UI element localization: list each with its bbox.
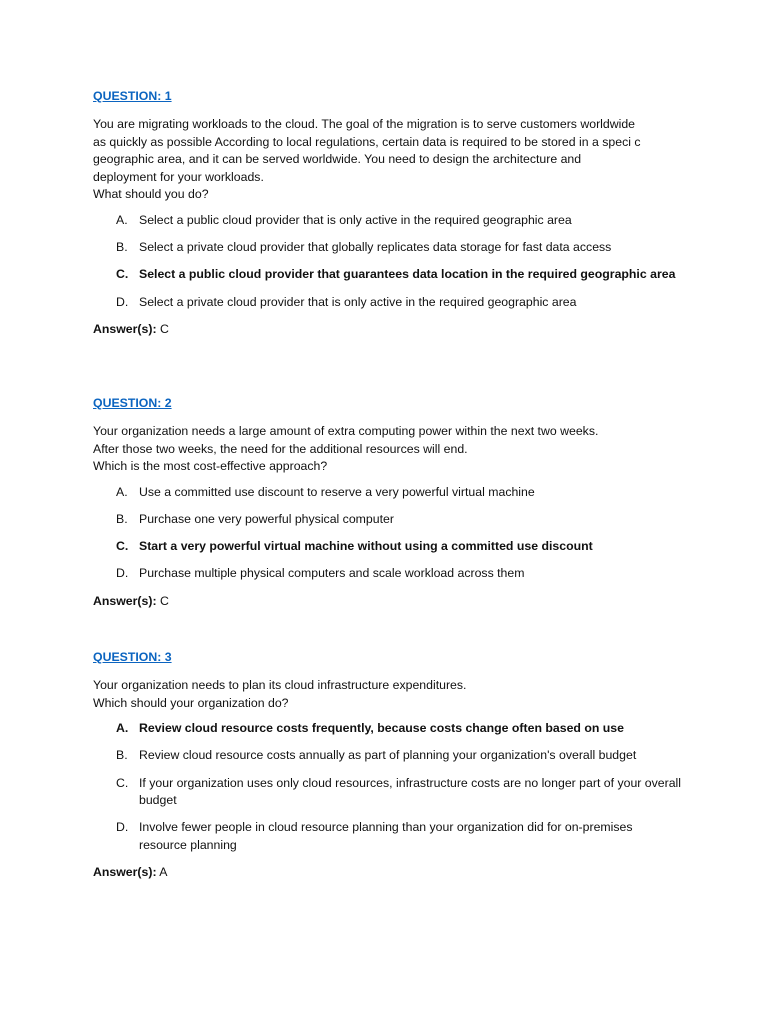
answer-line [93, 593, 683, 611]
question-text-line: as quickly as possible According to local regulations, certain data is required to be stored in a speci c [93, 134, 641, 149]
answer-label: Answer(s): [93, 593, 157, 608]
option-letter: D. [116, 820, 129, 835]
option-text: Involve fewer people in cloud resource planning than your organization did for on-premises resource planning [139, 820, 633, 852]
answer-line [93, 864, 683, 882]
question-title[interactable]: QUESTION: 2 [93, 396, 172, 410]
options-list [93, 484, 683, 583]
question-text-line: geographic area, and it can be served worldwide. You need to design the architecture and [93, 152, 582, 167]
question-text [93, 423, 683, 476]
option-b [93, 511, 683, 529]
question-1 [93, 88, 683, 338]
option-letter: A. [116, 484, 128, 499]
option-a [93, 720, 683, 738]
option-text: Purchase multiple physical computers and scale workload across them [139, 566, 525, 581]
option-letter: B. [116, 511, 128, 526]
question-text-line: Your organization needs a large amount of extra computing power within the next two weeks. [93, 424, 599, 438]
option-text: Review cloud resource costs frequently, because costs change often based on use [139, 721, 624, 736]
question-3 [93, 649, 683, 882]
question-text-line: Which is the most cost-effective approach? [93, 459, 328, 474]
option-d [93, 565, 683, 583]
option-letter: D. [116, 566, 129, 581]
option-d [93, 294, 683, 312]
question-2 [93, 395, 683, 610]
question-text-line: You are migrating workloads to the cloud. The goal of the migration is to serve customers worldwide [93, 117, 636, 131]
option-a [93, 484, 683, 502]
option-c [93, 775, 683, 810]
option-c [93, 266, 683, 284]
question-text [93, 677, 683, 712]
option-text: Select a private cloud provider that globally replicates data storage for fast data access [139, 240, 612, 255]
option-letter: A. [116, 212, 128, 227]
option-text: Use a committed use discount to reserve a very powerful virtual machine [139, 484, 535, 499]
answer-label: Answer(s): [93, 865, 157, 880]
option-text: Start a very powerful virtual machine without using a committed use discount [139, 539, 593, 554]
answer-value: C [159, 321, 169, 336]
option-letter: C. [116, 775, 129, 790]
option-letter: C. [116, 539, 129, 554]
question-text-line: deployment for your workloads. [93, 169, 264, 184]
option-c [93, 538, 683, 556]
answer-value: C [159, 593, 169, 608]
options-list [93, 212, 683, 311]
option-a [93, 212, 683, 230]
answer-line [93, 321, 683, 339]
question-title[interactable]: QUESTION: 3 [93, 650, 172, 664]
question-text [93, 116, 683, 204]
option-letter: B. [116, 240, 128, 255]
option-text: Select a public cloud provider that is only active in the required geographic area [139, 212, 572, 227]
option-b [93, 239, 683, 257]
option-b [93, 747, 683, 765]
answer-value: A [159, 865, 168, 880]
option-letter: B. [116, 748, 128, 763]
options-list [93, 720, 683, 854]
option-letter: C. [116, 267, 129, 282]
question-title[interactable]: QUESTION: 1 [93, 89, 172, 103]
option-text: Select a private cloud provider that is only active in the required geographic area [139, 294, 577, 309]
question-text-line: After those two weeks, the need for the additional resources will end. [93, 441, 468, 456]
option-letter: A. [116, 721, 129, 736]
option-text: Review cloud resource costs annually as part of planning your organization's overall budget [139, 748, 637, 763]
question-text-line: Which should your organization do? [93, 695, 289, 710]
option-letter: D. [116, 294, 129, 309]
option-text: Purchase one very powerful physical computer [139, 511, 394, 526]
question-text-line: What should you do? [93, 187, 209, 202]
option-text: Select a public cloud provider that guarantees data location in the required geographic area [139, 267, 676, 282]
option-d [93, 819, 683, 854]
option-text: If your organization uses only cloud resources, infrastructure costs are no longer part of your overall budget [139, 775, 682, 808]
answer-label: Answer(s): [93, 321, 157, 336]
question-text-line: Your organization needs to plan its cloud infrastructure expenditures. [93, 678, 467, 692]
